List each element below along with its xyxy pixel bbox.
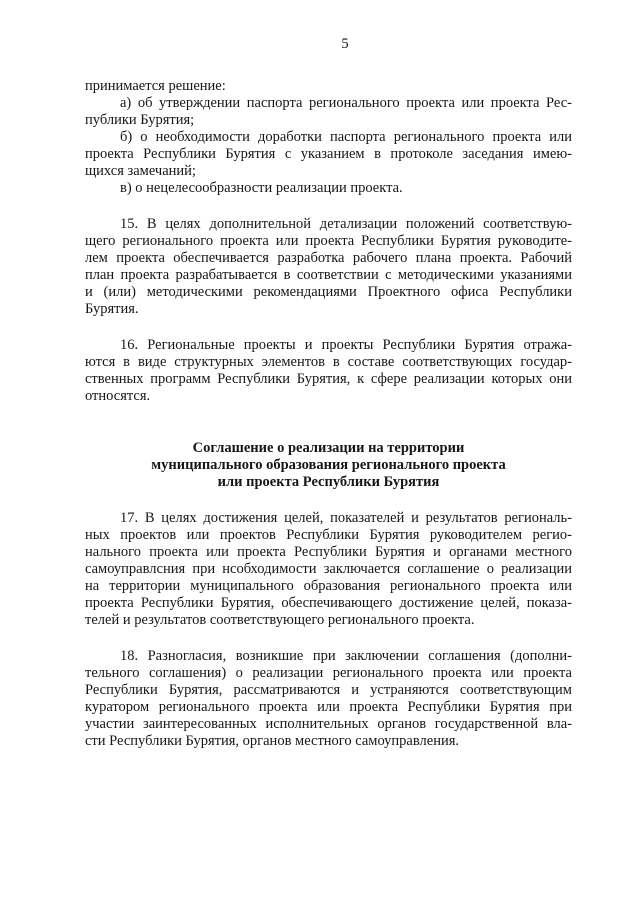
text-line: Республики Бурятия, рассматриваются и устраняются соответствующим [85,682,572,698]
text-line: ются в виде структурных элементов в составе соответствующих государ- [85,354,572,370]
text-line: план проекта разрабатывается в соответствии с методическими указаниями [85,267,572,283]
clause-17 [85,510,572,629]
text-line: ственных программ Республики Бурятия, к сфере реализации которых они [85,371,572,387]
text-line: 15. В целях дополнительной детализации положений соответствую- [120,216,572,232]
clause-18 [85,648,572,750]
text-line: лем проекта обеспечивается разработка рабочего плана проекта. Рабочий [85,250,572,266]
text-line: 18. Разногласия, возникшие при заключении соглашения (дополни- [120,648,572,664]
document-body [85,78,572,750]
text-line: тельного соглашения) о реализации регионального проекта или проекта [85,665,572,681]
text-line: относятся. [85,388,151,404]
text-line: публики Бурятия; [85,112,195,128]
clause-16 [85,337,572,405]
section-heading [85,440,572,491]
text-line: на территории муниципального образования регионального проекта или [85,578,572,594]
text-line: нального проекта или проекта Республики Бурятия и органами местного [85,544,572,560]
clause-15 [85,216,572,318]
text-line: 16. Региональные проекты и проекты Республики Бурятия отража- [120,337,572,353]
text-line: щего регионального проекта или проекта Республики Бурятия руководите- [85,233,572,249]
text-line: проекта Республики Бурятия с указанием в протоколе заседания имею- [85,146,572,162]
text-line: куратором регионального проекта или проекта Республики Бурятия при [85,699,572,715]
text-line: принимается решение: [85,78,226,94]
text-line: сти Республики Бурятия, органов местного самоуправления. [85,733,460,749]
text-line: проекта Республики Бурятия, обеспечивающего достижение целей, показа- [85,595,572,611]
text-line: а) об утверждении паспорта регионального проекта или проекта Рес- [120,95,572,111]
text-line: телей и результатов соответствующего регионального проекта. [85,612,475,628]
text-line: 17. В целях достижения целей, показателей и результатов региональ- [120,510,572,526]
text-line: ных проектов или проектов Республики Бурятия руководителем регио- [85,527,572,543]
text-line: участии заинтересованных исполнительных органов государственной вла- [85,716,572,732]
text-line: б) о необходимости доработки паспорта регионального проекта или [120,129,572,145]
text-line: в) о нецелесообразности реализации проекта. [120,180,403,196]
text-line: самоуправлсния при нсобходимости заключается соглашение о реализации [85,561,572,577]
decision-options-paragraph [85,78,572,197]
text-line: Бурятия. [85,301,139,317]
heading-line: или проекта Республики Бурятия [217,474,440,490]
text-line: щихся замечаний; [85,163,196,179]
heading-line: Соглашение о реализации на территории [192,440,465,456]
text-line: и (или) методическими рекомендациями Проектного офиса Республики [85,284,572,300]
heading-line: муниципального образования регионального проекта [151,457,506,473]
page-number: 5 [341,36,349,52]
